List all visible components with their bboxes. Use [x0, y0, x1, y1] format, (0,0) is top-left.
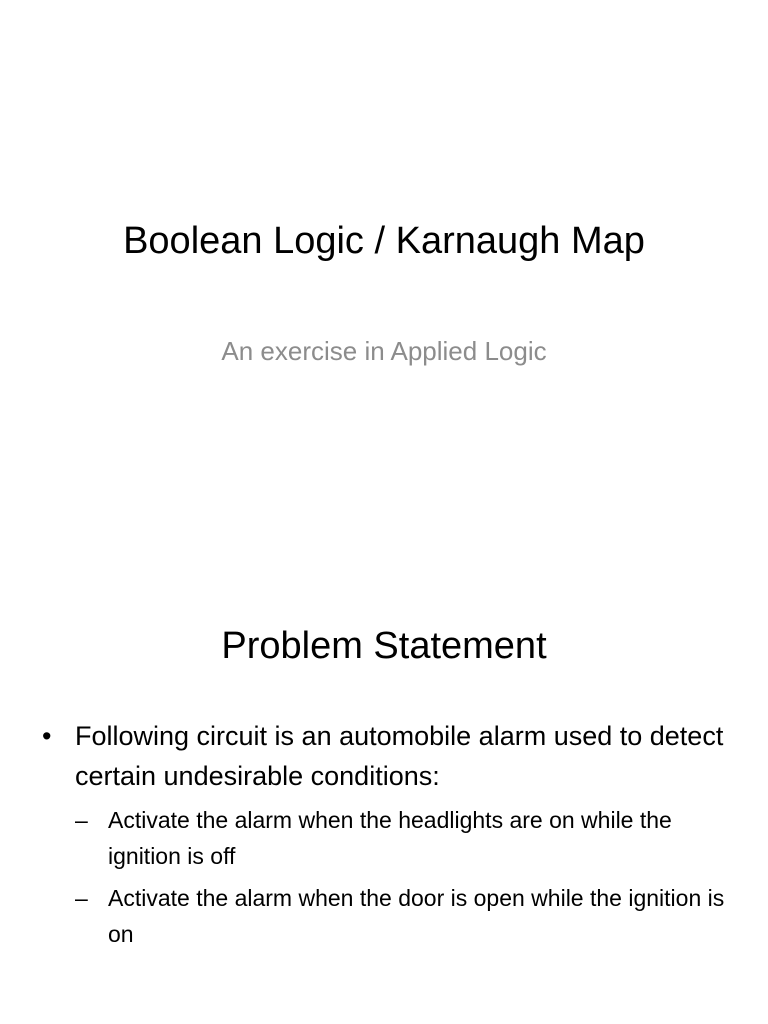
bullet-list	[42, 716, 732, 958]
sub-bullet-text: Activate the alarm when the headlights are on while the ignition is off	[108, 807, 672, 869]
bullet-item	[42, 716, 732, 952]
slide-subtitle: An exercise in Applied Logic	[221, 336, 547, 366]
sub-bullet-item	[75, 802, 732, 874]
sub-bullet-item	[75, 880, 732, 952]
problem-statement-heading: Problem Statement	[221, 625, 547, 667]
sub-bullet-mark: –	[75, 885, 88, 911]
bullet-text: Following circuit is an automobile alarm used to detect certain undesirable conditions:	[75, 721, 724, 791]
sub-bullet-mark: –	[75, 807, 88, 833]
slide-problem-statement	[0, 512, 768, 1024]
slide-title-heading: Boolean Logic / Karnaugh Map	[123, 220, 645, 262]
sub-bullet-list	[75, 802, 732, 952]
bullet-mark: •	[42, 721, 52, 751]
sub-bullet-text: Activate the alarm when the door is open while the ignition is on	[108, 885, 725, 947]
